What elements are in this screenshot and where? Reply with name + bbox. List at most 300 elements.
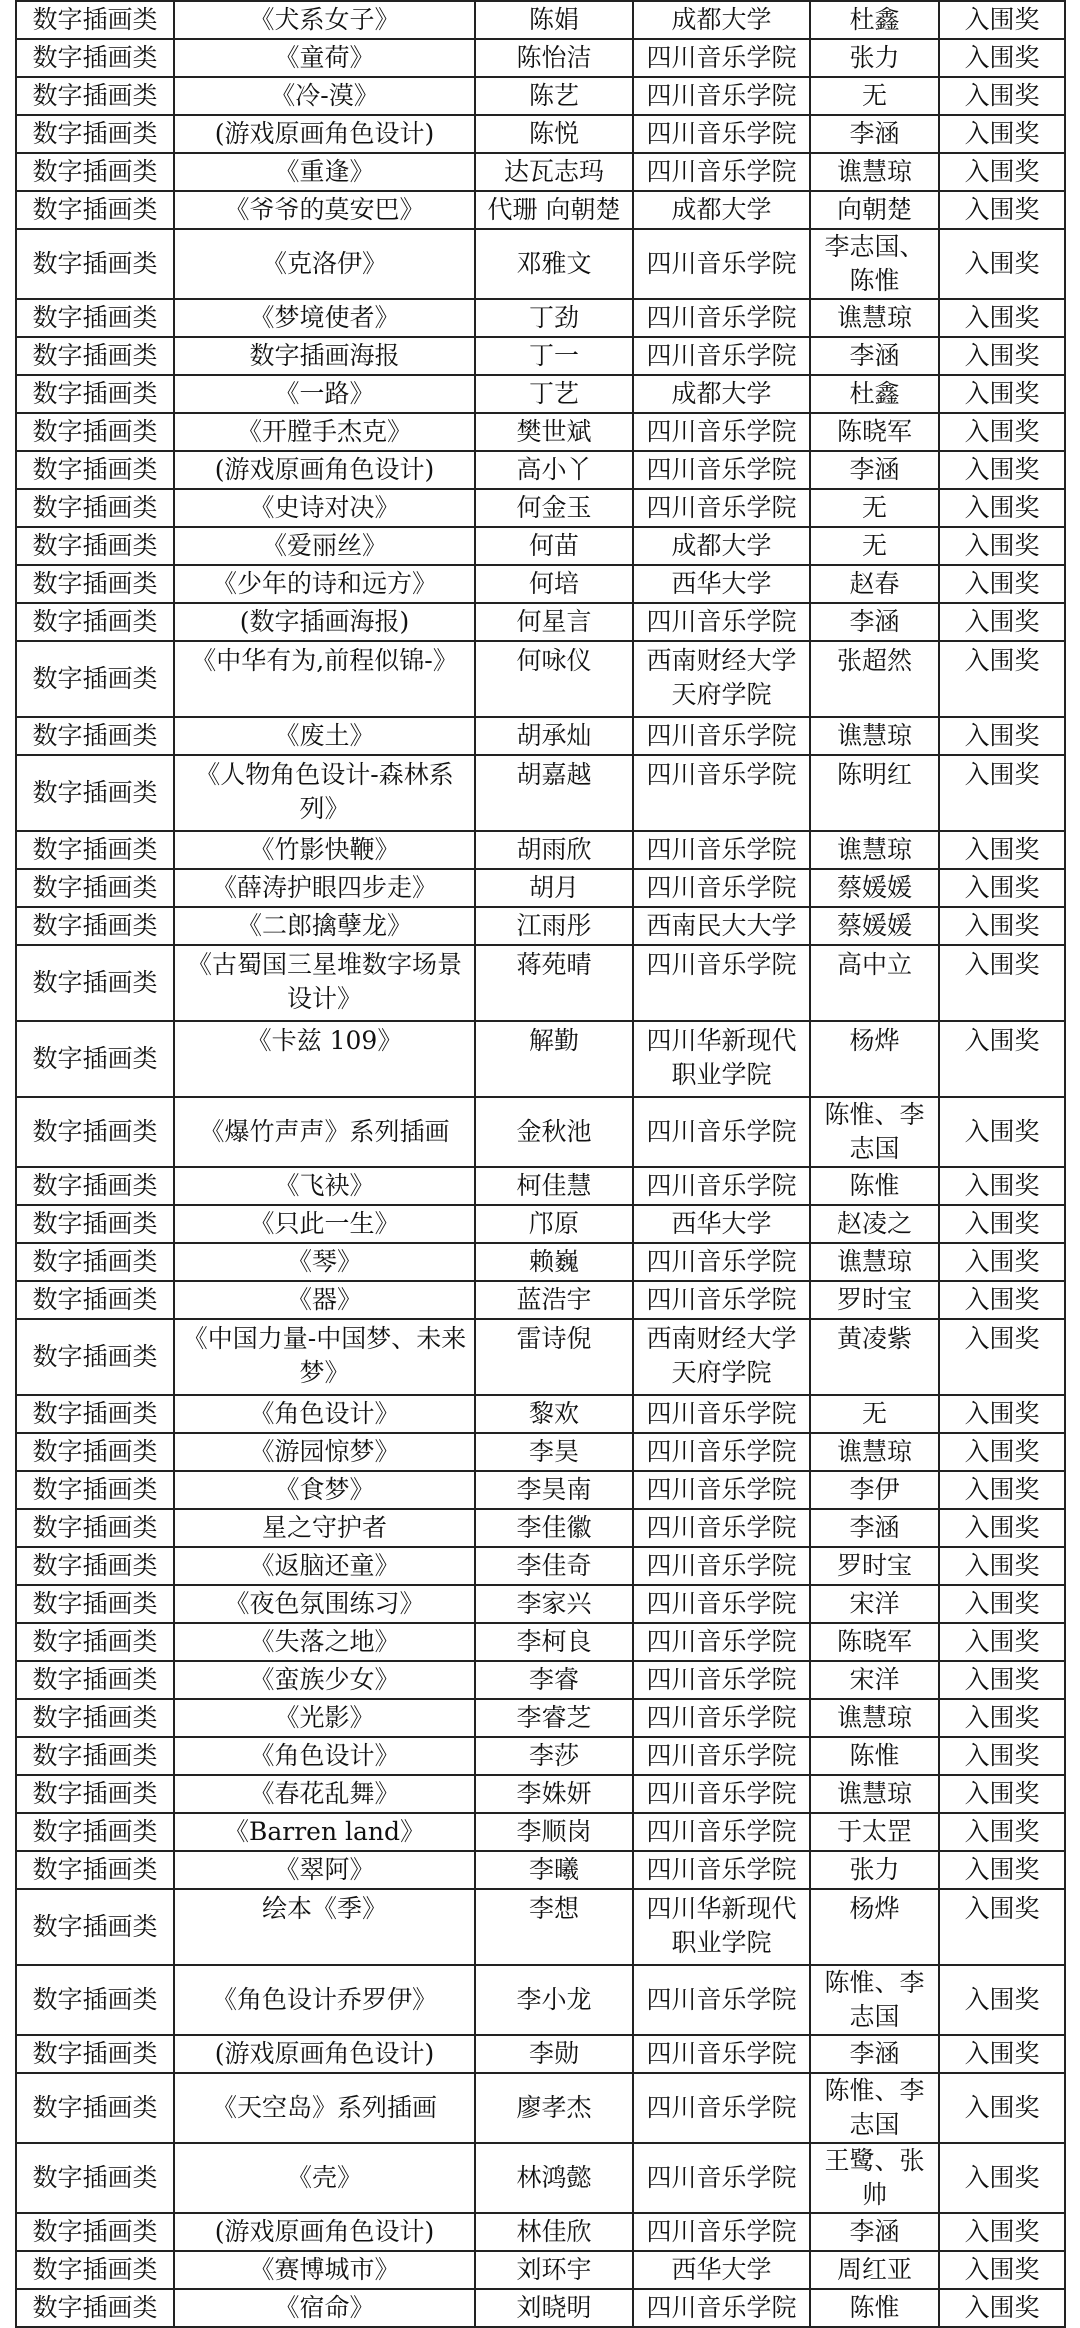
author-cell: 李莎 <box>475 1737 633 1775</box>
awards-table <box>15 0 1066 2328</box>
author-cell: 陈娟 <box>475 1 633 39</box>
table-row <box>16 2035 1065 2073</box>
school-cell: 四川音乐学院 <box>633 1097 810 1167</box>
author-cell: 胡雨欣 <box>475 831 633 869</box>
advisor-cell: 谯慧琼 <box>810 831 939 869</box>
advisor-cell: 张力 <box>810 39 939 77</box>
category-cell: 数字插画类 <box>16 77 174 115</box>
school-cell: 四川音乐学院 <box>633 299 810 337</box>
work-title-cell: (游戏原画角色设计) <box>174 2213 475 2251</box>
awards-table-sheet <box>15 0 1064 2328</box>
advisor-cell: 谯慧琼 <box>810 1775 939 1813</box>
category-cell: 数字插画类 <box>16 603 174 641</box>
author-cell: 邝原 <box>475 1205 633 1243</box>
author-cell: 代珊 向朝楚 <box>475 191 633 229</box>
award-cell: 入围奖 <box>939 229 1065 299</box>
award-cell: 入围奖 <box>939 869 1065 907</box>
school-cell: 四川音乐学院 <box>633 717 810 755</box>
author-cell: 李柯良 <box>475 1623 633 1661</box>
award-cell: 入围奖 <box>939 2035 1065 2073</box>
school-cell: 成都大学 <box>633 375 810 413</box>
advisor-cell: 杜鑫 <box>810 1 939 39</box>
table-row <box>16 1889 1065 1965</box>
author-cell: 蒋苑晴 <box>475 945 633 1021</box>
author-cell: 达瓦志玛 <box>475 153 633 191</box>
category-cell: 数字插画类 <box>16 1167 174 1205</box>
category-cell: 数字插画类 <box>16 115 174 153</box>
author-cell: 刘晓明 <box>475 2289 633 2327</box>
advisor-cell: 蔡媛媛 <box>810 907 939 945</box>
table-row <box>16 1661 1065 1699</box>
work-title-cell: 《开膛手杰克》 <box>174 413 475 451</box>
category-cell: 数字插画类 <box>16 39 174 77</box>
table-row <box>16 2213 1065 2251</box>
author-cell: 胡月 <box>475 869 633 907</box>
category-cell: 数字插画类 <box>16 1813 174 1851</box>
author-cell: 李佳徽 <box>475 1509 633 1547</box>
advisor-cell: 李涵 <box>810 2213 939 2251</box>
school-cell: 西南财经大学天府学院 <box>633 1319 810 1395</box>
category-cell: 数字插画类 <box>16 717 174 755</box>
table-row <box>16 115 1065 153</box>
table-row <box>16 375 1065 413</box>
author-cell: 李睿 <box>475 1661 633 1699</box>
work-title-cell: 《古蜀国三星堆数字场景设计》 <box>174 945 475 1021</box>
award-cell: 入围奖 <box>939 1623 1065 1661</box>
school-cell: 四川音乐学院 <box>633 1585 810 1623</box>
award-cell: 入围奖 <box>939 907 1065 945</box>
work-title-cell: 《废土》 <box>174 717 475 755</box>
table-row <box>16 1509 1065 1547</box>
award-cell: 入围奖 <box>939 1851 1065 1889</box>
advisor-cell: 罗时宝 <box>810 1547 939 1585</box>
author-cell: 李佳奇 <box>475 1547 633 1585</box>
table-row <box>16 1813 1065 1851</box>
advisor-cell: 谯慧琼 <box>810 1433 939 1471</box>
table-row <box>16 153 1065 191</box>
category-cell: 数字插画类 <box>16 489 174 527</box>
table-row <box>16 1585 1065 1623</box>
table-row <box>16 489 1065 527</box>
school-cell: 四川音乐学院 <box>633 2213 810 2251</box>
author-cell: 丁艺 <box>475 375 633 413</box>
school-cell: 四川音乐学院 <box>633 1433 810 1471</box>
school-cell: 四川音乐学院 <box>633 831 810 869</box>
award-cell: 入围奖 <box>939 1319 1065 1395</box>
table-row <box>16 337 1065 375</box>
work-title-cell: 《Barren land》 <box>174 1813 475 1851</box>
author-cell: 李曦 <box>475 1851 633 1889</box>
work-title-cell: 《夜色氛围练习》 <box>174 1585 475 1623</box>
table-row <box>16 2251 1065 2289</box>
school-cell: 四川音乐学院 <box>633 489 810 527</box>
work-title-cell: 《天空岛》系列插画 <box>174 2073 475 2143</box>
category-cell: 数字插画类 <box>16 1889 174 1965</box>
author-cell: 丁劲 <box>475 299 633 337</box>
table-row <box>16 2143 1065 2213</box>
author-cell: 刘环宇 <box>475 2251 633 2289</box>
author-cell: 邓雅文 <box>475 229 633 299</box>
category-cell: 数字插画类 <box>16 299 174 337</box>
school-cell: 成都大学 <box>633 1 810 39</box>
work-title-cell: 《角色设计乔罗伊》 <box>174 1965 475 2035</box>
work-title-cell: 《失落之地》 <box>174 1623 475 1661</box>
school-cell: 西南财经大学天府学院 <box>633 641 810 717</box>
table-row <box>16 39 1065 77</box>
school-cell: 西华大学 <box>633 565 810 603</box>
author-cell: 丁一 <box>475 337 633 375</box>
category-cell: 数字插画类 <box>16 1319 174 1395</box>
author-cell: 何培 <box>475 565 633 603</box>
author-cell: 陈悦 <box>475 115 633 153</box>
author-cell: 解勤 <box>475 1021 633 1097</box>
school-cell: 四川音乐学院 <box>633 945 810 1021</box>
category-cell: 数字插画类 <box>16 337 174 375</box>
author-cell: 李睿芝 <box>475 1699 633 1737</box>
table-row <box>16 77 1065 115</box>
advisor-cell: 李伊 <box>810 1471 939 1509</box>
table-row <box>16 2073 1065 2143</box>
school-cell: 成都大学 <box>633 527 810 565</box>
award-cell: 入围奖 <box>939 1281 1065 1319</box>
advisor-cell: 李志国、陈惟 <box>810 229 939 299</box>
award-cell: 入围奖 <box>939 2213 1065 2251</box>
school-cell: 西华大学 <box>633 1205 810 1243</box>
award-cell: 入围奖 <box>939 1 1065 39</box>
award-cell: 入围奖 <box>939 641 1065 717</box>
advisor-cell: 张力 <box>810 1851 939 1889</box>
work-title-cell: (游戏原画角色设计) <box>174 115 475 153</box>
table-row <box>16 1319 1065 1395</box>
author-cell: 李顺岗 <box>475 1813 633 1851</box>
author-cell: 李家兴 <box>475 1585 633 1623</box>
work-title-cell: 《梦境使者》 <box>174 299 475 337</box>
category-cell: 数字插画类 <box>16 1021 174 1097</box>
author-cell: 何星言 <box>475 603 633 641</box>
school-cell: 四川音乐学院 <box>633 451 810 489</box>
author-cell: 李昊南 <box>475 1471 633 1509</box>
school-cell: 四川音乐学院 <box>633 115 810 153</box>
advisor-cell: 无 <box>810 527 939 565</box>
category-cell: 数字插画类 <box>16 831 174 869</box>
work-title-cell: 《宿命》 <box>174 2289 475 2327</box>
table-row <box>16 1547 1065 1585</box>
advisor-cell: 陈惟 <box>810 2289 939 2327</box>
award-cell: 入围奖 <box>939 1021 1065 1097</box>
work-title-cell: 《赛博城市》 <box>174 2251 475 2289</box>
award-cell: 入围奖 <box>939 1167 1065 1205</box>
table-row <box>16 717 1065 755</box>
award-cell: 入围奖 <box>939 1097 1065 1167</box>
author-cell: 江雨彤 <box>475 907 633 945</box>
advisor-cell: 蔡媛媛 <box>810 869 939 907</box>
table-row <box>16 1737 1065 1775</box>
advisor-cell: 李涵 <box>810 1509 939 1547</box>
category-cell: 数字插画类 <box>16 869 174 907</box>
category-cell: 数字插画类 <box>16 2289 174 2327</box>
award-cell: 入围奖 <box>939 1661 1065 1699</box>
work-title-cell: 《少年的诗和远方》 <box>174 565 475 603</box>
author-cell: 胡承灿 <box>475 717 633 755</box>
advisor-cell: 向朝楚 <box>810 191 939 229</box>
table-row <box>16 831 1065 869</box>
table-row <box>16 299 1065 337</box>
school-cell: 四川音乐学院 <box>633 2289 810 2327</box>
award-cell: 入围奖 <box>939 1699 1065 1737</box>
advisor-cell: 陈惟、李志国 <box>810 2073 939 2143</box>
author-cell: 雷诗倪 <box>475 1319 633 1395</box>
school-cell: 四川音乐学院 <box>633 1509 810 1547</box>
award-cell: 入围奖 <box>939 1243 1065 1281</box>
work-title-cell: 《壳》 <box>174 2143 475 2213</box>
work-title-cell: 《爷爷的莫安巴》 <box>174 191 475 229</box>
table-row <box>16 907 1065 945</box>
category-cell: 数字插画类 <box>16 1547 174 1585</box>
table-row <box>16 1433 1065 1471</box>
school-cell: 四川华新现代职业学院 <box>633 1889 810 1965</box>
school-cell: 四川音乐学院 <box>633 39 810 77</box>
advisor-cell: 宋洋 <box>810 1661 939 1699</box>
author-cell: 陈艺 <box>475 77 633 115</box>
advisor-cell: 谯慧琼 <box>810 1243 939 1281</box>
work-title-cell: 《光影》 <box>174 1699 475 1737</box>
table-row <box>16 1699 1065 1737</box>
author-cell: 金秋池 <box>475 1097 633 1167</box>
category-cell: 数字插画类 <box>16 2213 174 2251</box>
award-cell: 入围奖 <box>939 1509 1065 1547</box>
advisor-cell: 杨烨 <box>810 1021 939 1097</box>
award-cell: 入围奖 <box>939 1433 1065 1471</box>
category-cell: 数字插画类 <box>16 1965 174 2035</box>
advisor-cell: 杨烨 <box>810 1889 939 1965</box>
advisor-cell: 陈惟、李志国 <box>810 1965 939 2035</box>
table-row <box>16 1205 1065 1243</box>
work-title-cell: 《器》 <box>174 1281 475 1319</box>
school-cell: 四川音乐学院 <box>633 1737 810 1775</box>
advisor-cell: 谯慧琼 <box>810 299 939 337</box>
work-title-cell: 《克洛伊》 <box>174 229 475 299</box>
school-cell: 四川音乐学院 <box>633 1965 810 2035</box>
author-cell: 陈怡洁 <box>475 39 633 77</box>
category-cell: 数字插画类 <box>16 451 174 489</box>
category-cell: 数字插画类 <box>16 1243 174 1281</box>
school-cell: 四川音乐学院 <box>633 1281 810 1319</box>
award-cell: 入围奖 <box>939 299 1065 337</box>
work-title-cell: 《冷-漠》 <box>174 77 475 115</box>
table-row <box>16 1965 1065 2035</box>
author-cell: 赖巍 <box>475 1243 633 1281</box>
author-cell: 林鸿懿 <box>475 2143 633 2213</box>
advisor-cell: 李涵 <box>810 2035 939 2073</box>
school-cell: 四川音乐学院 <box>633 1851 810 1889</box>
category-cell: 数字插画类 <box>16 413 174 451</box>
award-cell: 入围奖 <box>939 2073 1065 2143</box>
work-title-cell: 《角色设计》 <box>174 1395 475 1433</box>
author-cell: 胡嘉越 <box>475 755 633 831</box>
work-title-cell: 《薛涛护眼四步走》 <box>174 869 475 907</box>
school-cell: 四川音乐学院 <box>633 77 810 115</box>
award-cell: 入围奖 <box>939 2289 1065 2327</box>
table-row <box>16 527 1065 565</box>
work-title-cell: 《一路》 <box>174 375 475 413</box>
advisor-cell: 谯慧琼 <box>810 1699 939 1737</box>
category-cell: 数字插画类 <box>16 1851 174 1889</box>
work-title-cell: 《犬系女子》 <box>174 1 475 39</box>
category-cell: 数字插画类 <box>16 755 174 831</box>
category-cell: 数字插画类 <box>16 1585 174 1623</box>
advisor-cell: 无 <box>810 489 939 527</box>
school-cell: 四川音乐学院 <box>633 603 810 641</box>
award-cell: 入围奖 <box>939 375 1065 413</box>
category-cell: 数字插画类 <box>16 1433 174 1471</box>
work-title-cell: 《重逢》 <box>174 153 475 191</box>
category-cell: 数字插画类 <box>16 153 174 191</box>
author-cell: 樊世斌 <box>475 413 633 451</box>
work-title-cell: 《蛮族少女》 <box>174 1661 475 1699</box>
advisor-cell: 杜鑫 <box>810 375 939 413</box>
school-cell: 四川音乐学院 <box>633 153 810 191</box>
advisor-cell: 谯慧琼 <box>810 153 939 191</box>
table-row <box>16 1395 1065 1433</box>
school-cell: 四川音乐学院 <box>633 2035 810 2073</box>
table-row <box>16 565 1065 603</box>
advisor-cell: 罗时宝 <box>810 1281 939 1319</box>
work-title-cell: 绘本《季》 <box>174 1889 475 1965</box>
category-cell: 数字插画类 <box>16 1205 174 1243</box>
category-cell: 数字插画类 <box>16 1623 174 1661</box>
award-cell: 入围奖 <box>939 1585 1065 1623</box>
award-cell: 入围奖 <box>939 1889 1065 1965</box>
award-cell: 入围奖 <box>939 603 1065 641</box>
school-cell: 四川音乐学院 <box>633 1661 810 1699</box>
advisor-cell: 李涵 <box>810 603 939 641</box>
author-cell: 何金玉 <box>475 489 633 527</box>
award-cell: 入围奖 <box>939 1737 1065 1775</box>
advisor-cell: 黄凌紫 <box>810 1319 939 1395</box>
work-title-cell: 《飞袂》 <box>174 1167 475 1205</box>
work-title-cell: 《爆竹声声》系列插画 <box>174 1097 475 1167</box>
advisor-cell: 陈惟 <box>810 1167 939 1205</box>
table-row <box>16 229 1065 299</box>
work-title-cell: 《角色设计》 <box>174 1737 475 1775</box>
award-cell: 入围奖 <box>939 39 1065 77</box>
advisor-cell: 谯慧琼 <box>810 717 939 755</box>
award-cell: 入围奖 <box>939 1547 1065 1585</box>
work-title-cell: 《史诗对决》 <box>174 489 475 527</box>
author-cell: 李姝妍 <box>475 1775 633 1813</box>
award-cell: 入围奖 <box>939 1395 1065 1433</box>
author-cell: 高小丫 <box>475 451 633 489</box>
advisor-cell: 宋洋 <box>810 1585 939 1623</box>
award-cell: 入围奖 <box>939 565 1065 603</box>
advisor-cell: 无 <box>810 1395 939 1433</box>
advisor-cell: 周红亚 <box>810 2251 939 2289</box>
school-cell: 四川音乐学院 <box>633 1547 810 1585</box>
work-title-cell: 《童荷》 <box>174 39 475 77</box>
award-cell: 入围奖 <box>939 2251 1065 2289</box>
table-row <box>16 603 1065 641</box>
advisor-cell: 陈晓军 <box>810 413 939 451</box>
school-cell: 四川音乐学院 <box>633 229 810 299</box>
work-title-cell: 《琴》 <box>174 1243 475 1281</box>
work-title-cell: 《食梦》 <box>174 1471 475 1509</box>
work-title-cell: 《游园惊梦》 <box>174 1433 475 1471</box>
advisor-cell: 李涵 <box>810 451 939 489</box>
table-row <box>16 869 1065 907</box>
category-cell: 数字插画类 <box>16 229 174 299</box>
author-cell: 蓝浩宇 <box>475 1281 633 1319</box>
award-cell: 入围奖 <box>939 1205 1065 1243</box>
school-cell: 四川音乐学院 <box>633 1395 810 1433</box>
advisor-cell: 陈明红 <box>810 755 939 831</box>
category-cell: 数字插画类 <box>16 641 174 717</box>
table-row <box>16 755 1065 831</box>
school-cell: 四川音乐学院 <box>633 1775 810 1813</box>
author-cell: 李勋 <box>475 2035 633 2073</box>
work-title-cell: 《二郎擒孽龙》 <box>174 907 475 945</box>
work-title-cell: 《卡兹 109》 <box>174 1021 475 1097</box>
advisor-cell: 赵春 <box>810 565 939 603</box>
school-cell: 西华大学 <box>633 2251 810 2289</box>
category-cell: 数字插画类 <box>16 1471 174 1509</box>
school-cell: 四川音乐学院 <box>633 1167 810 1205</box>
category-cell: 数字插画类 <box>16 2143 174 2213</box>
advisor-cell: 陈惟 <box>810 1737 939 1775</box>
author-cell: 李想 <box>475 1889 633 1965</box>
award-cell: 入围奖 <box>939 717 1065 755</box>
category-cell: 数字插画类 <box>16 1775 174 1813</box>
award-cell: 入围奖 <box>939 1965 1065 2035</box>
author-cell: 廖孝杰 <box>475 2073 633 2143</box>
category-cell: 数字插画类 <box>16 1281 174 1319</box>
award-cell: 入围奖 <box>939 527 1065 565</box>
school-cell: 四川音乐学院 <box>633 2143 810 2213</box>
work-title-cell: (游戏原画角色设计) <box>174 2035 475 2073</box>
award-cell: 入围奖 <box>939 945 1065 1021</box>
advisor-cell: 张超然 <box>810 641 939 717</box>
category-cell: 数字插画类 <box>16 2035 174 2073</box>
category-cell: 数字插画类 <box>16 1737 174 1775</box>
table-row <box>16 1471 1065 1509</box>
advisor-cell: 于太罡 <box>810 1813 939 1851</box>
author-cell: 柯佳慧 <box>475 1167 633 1205</box>
table-row <box>16 1097 1065 1167</box>
table-row <box>16 1281 1065 1319</box>
award-cell: 入围奖 <box>939 413 1065 451</box>
table-row <box>16 191 1065 229</box>
category-cell: 数字插画类 <box>16 1661 174 1699</box>
work-title-cell: 《返脑还童》 <box>174 1547 475 1585</box>
school-cell: 四川音乐学院 <box>633 1243 810 1281</box>
table-row <box>16 1623 1065 1661</box>
table-row <box>16 413 1065 451</box>
table-row <box>16 641 1065 717</box>
work-title-cell: 《翠阿》 <box>174 1851 475 1889</box>
school-cell: 成都大学 <box>633 191 810 229</box>
author-cell: 李昊 <box>475 1433 633 1471</box>
award-cell: 入围奖 <box>939 77 1065 115</box>
author-cell: 黎欢 <box>475 1395 633 1433</box>
work-title-cell: (数字插画海报) <box>174 603 475 641</box>
category-cell: 数字插画类 <box>16 1 174 39</box>
table-row <box>16 1851 1065 1889</box>
category-cell: 数字插画类 <box>16 1097 174 1167</box>
work-title-cell: 《爱丽丝》 <box>174 527 475 565</box>
category-cell: 数字插画类 <box>16 1699 174 1737</box>
award-cell: 入围奖 <box>939 1813 1065 1851</box>
work-title-cell: 数字插画海报 <box>174 337 475 375</box>
award-cell: 入围奖 <box>939 451 1065 489</box>
